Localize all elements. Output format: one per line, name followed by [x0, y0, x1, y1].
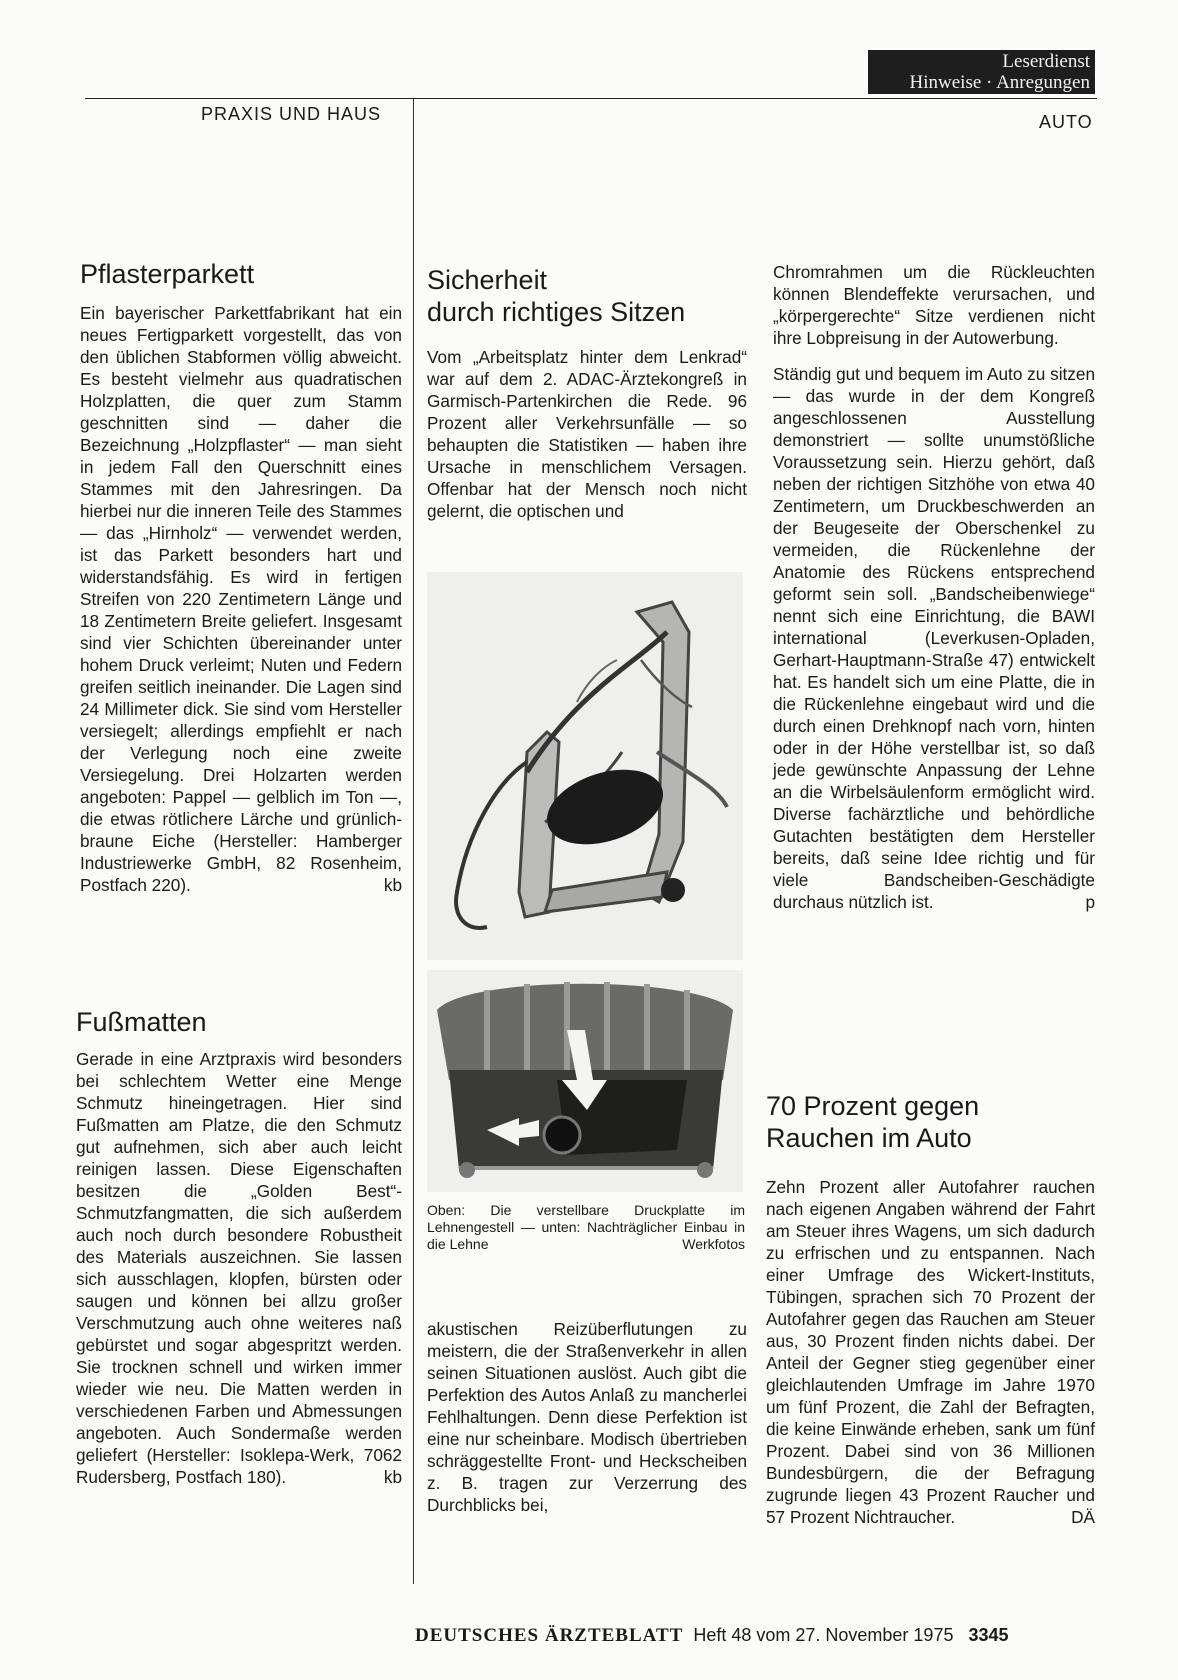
- article-title: Sicherheit durch richtiges Sitzen: [427, 265, 686, 327]
- article-body-bottom: akustischen Reizüberflutungen zu meistern, die der Straßenverkehr in allen seinen Situationen auslöst. Auch gibt die Perfektion des Autos Anlaß zu mancherlei Fehlhaltungen. Denn diese Perfektion ist eine nur scheinbare. Modisch übertrieben schräggestellte Front- und Heckscheiben z. B. tragen zur Verzerrung des Durchblicks bei,: [427, 1319, 747, 1515]
- leserdienst-badge: [868, 50, 1095, 94]
- article-body: Zehn Prozent aller Autofahrer rauchen nach eigenen Angaben während der Fahrt am Steuer ihres Wagens, um sich dadurch zu erfrischen und zu entspannen. Nach einer Umfrage des Wickert-Instituts, Tübingen, sprachen sich 70 Prozent der Autofahrer gegen das Rauchen am Steuer aus, 30 Prozent finden nichts dabei. Der Anteil der Gegner stieg gegenüber einer gleichlautenden Umfrage im Jahre 1970 um fünf Prozent, die Zahl der Befragten, die keine Einwände erheben, sank um fünf Prozent. Dabei sind von 36 Millionen Bundesbürgern, die der Befragung zugrunde liegen 43 Prozent Raucher und 57 Prozent Nichtraucher. DÄ: [766, 1177, 1095, 1527]
- article-sicherheit-continued: Chromrahmen um die Rückleuchten können Blendeffekte verursachen, und „körpergerechte“ Sitze verdienen nicht ihre Lobpreisung in der Autowerbung. Ständig gut und bequem im Auto zu sitzen — das wurde in der dem Kongreß angeschlossenen Ausstellung demonstriert — sollte unumstößliche Voraussetzung sein. Hierzu gehört, daß neben der richtigen Sitzhöhe von etwa 40 Zentimetern, um Druckbeschwerden an der Beugeseite der Oberschenkel zu vermeiden, die Rückenlehne der Anatomie des Rückens entsprechend geformt sein soll. „Bandscheibenwiege“ nennt sich eine Einrichtung, die BAWI international (Leverkusen-Opladen, Gerhart-Hauptmann-Straße 47) entwickelt hat. Es handelt sich um eine Platte, die in die Rückenlehne eingebaut wird und die durch einen Drehknopf nach vorn, hinten oder in der Höhe verstellbar ist, so daß jede gewünschte Anpassung der Lehne an die Wirbelsäulenform ermöglicht wird. Diverse fachärztliche und behördliche Gutachten bestätigten dem Hersteller bereits, daß seine Idee richtig und für viele Bandscheiben-Geschädigte durchaus nützlich ist. p: [773, 262, 1095, 912]
- photo-credit: Werkfotos: [682, 1236, 745, 1252]
- author-signature: kb: [383, 1467, 402, 1487]
- seat-back-illustration: [427, 970, 743, 1192]
- author-signature: DÄ: [1071, 1507, 1095, 1527]
- header-rule: [85, 98, 1097, 99]
- author-signature: p: [1085, 892, 1095, 912]
- section-label-right: AUTO: [1039, 112, 1093, 132]
- article-fussmatten: [76, 1006, 402, 1488]
- article-body: Ein bayerischer Parkettfabrikant hat ein neues Fertigparkett vorgestellt, das von den üblichen Stabformen völlig abweicht. Es besteht vielmehr aus quadratischen Holzplatten, die quer zum Stamm geschnitten sind — daher die Bezeichnung „Holzpflaster“ — man sieht in jedem Fall den Querschnitt eines Stammes mit den Jahresringen. Da hierbei nur die inneren Teile des Stammes — das „Hirnholz“ — verwendet werden, ist das Parkett besonders hart und widerstandsfähig. Es wird in fertigen Streifen von 220 Zentimetern Länge und 18 Zentimetern Breite geliefert. Insgesamt sind vier Schichten übereinander unter hohem Druck verleimt; Nuten und Federn greifen seitlich ineinander. Die Lagen sind 24 Millimeter dick. Sie sind vom Hersteller versiegelt; allerdings empfiehlt er nach der Verlegung noch eine zweite Versiegelung. Drei Holzarten werden angeboten: Pappel — gelblich im Ton —, die etwas rötlichere Lärche und grünlich-braune Eiche (Hersteller: Hamberger Industriewerke GmbH, 82 Rosenheim, Postfach 220). kb: [80, 303, 402, 895]
- article-rauchen: [766, 1090, 1095, 1528]
- badge-line-2: Hinweise · Anregungen: [909, 72, 1090, 93]
- article-pflasterparkett: [80, 258, 402, 896]
- article-sicherheit: [427, 264, 747, 522]
- seat-frame-illustration: [427, 572, 743, 960]
- issue-info: Heft 48 vom 27. November 1975: [693, 1625, 954, 1645]
- magazine-name: DEUTSCHES ÄRZTEBLATT: [415, 1625, 684, 1646]
- article-title: 70 Prozent gegen Rauchen im Auto: [766, 1091, 980, 1153]
- badge-line-1: Leserdienst: [1002, 51, 1090, 72]
- article-title: Pflasterparkett: [80, 259, 255, 289]
- page-number: 3345: [968, 1625, 1009, 1645]
- author-signature: kb: [383, 875, 402, 895]
- photo-caption: Oben: Die verstellbare Druckplatte im Lehnengestell — unten: Nachträglicher Einbau in die Lehne Werkfotos: [427, 1202, 745, 1252]
- seat-frame-photo: [427, 572, 743, 960]
- section-label-left: PRAXIS UND HAUS: [201, 104, 382, 124]
- article-body-top: Vom „Arbeitsplatz hinter dem Lenkrad“ war auf dem 2. ADAC-Ärztekongreß in Garmisch-Partenkirchen die Rede. 96 Prozent aller Verkehrsunfälle — so behaupten die Statistiken — haben ihre Ursache in menschlichem Versagen. Offenbar hat der Mensch noch nicht gelernt, die optischen und: [427, 347, 747, 521]
- article-title: Fußmatten: [76, 1007, 207, 1037]
- page-footer: [415, 1625, 1009, 1647]
- column-divider-left: [413, 99, 414, 1584]
- seat-back-photo: [427, 970, 743, 1192]
- article-body: Gerade in eine Arztpraxis wird besonders bei schlechtem Wetter eine Menge Schmutz hineingetragen. Hier sind Fußmatten am Platze, die den Schmutz gut aufnehmen, sich aber auch leicht reinigen lassen. Diese Eigenschaften besitzen die „Golden Best“-Schmutzfangmatten, die sich außerdem auch noch durch besondere Robustheit des Materials auszeichnen. Sie lassen sich ausschlagen, klopfen, bürsten oder saugen und können bei allzu großer Verschmutzung auch ohne weiteres naß gebürstet und sogar abgespritzt werden. Sie trocknen schnell und wirken immer wieder wie neu. Die Matten werden in verschiedenen Farben und Abmessungen angeboten. Auch Sondermaße werden geliefert (Hersteller: Isoklepa-Werk, 7062 Rudersberg, Postfach 180). kb: [76, 1049, 402, 1487]
